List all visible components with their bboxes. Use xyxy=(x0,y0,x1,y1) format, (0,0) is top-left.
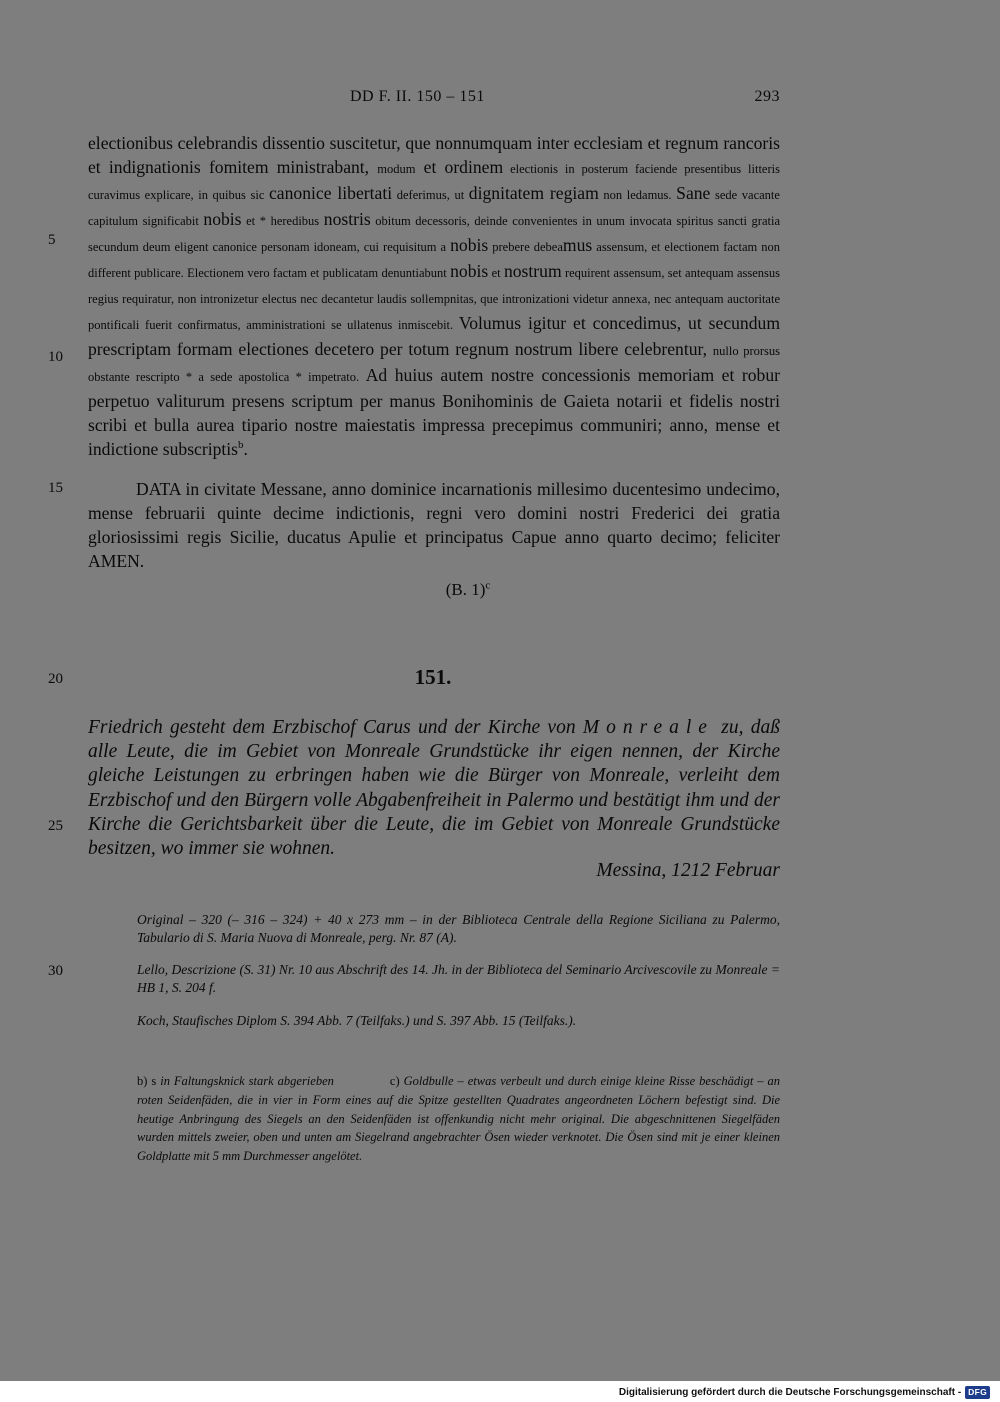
text-span: nostrum xyxy=(503,261,562,281)
footnote-text: in Faltungsknick stark abgerieben xyxy=(156,1074,334,1088)
line-number: 20 xyxy=(48,671,63,687)
charter-text-continuation xyxy=(88,131,780,461)
text-span: nostris xyxy=(323,209,371,229)
text-span: canonice libertati xyxy=(269,183,393,203)
running-header xyxy=(350,88,780,110)
text-span: sede vacante capitulum significabit xyxy=(88,188,780,228)
charter-paragraph xyxy=(88,131,780,461)
text-span: requirent assensum, set antequam assensus regius requiratur, non intronizetur electus nec decantetur laudis sollempnitas, que intronizationi videtur annexa, nec antequam auctoritate pontificali fuerit confirmatus, amministrationi se ullatenus inmiscebit. xyxy=(88,266,781,332)
line-number: 5 xyxy=(48,232,56,248)
credit-text: Digitalisierung gefördert durch die Deutsche Forschungsgemeinschaft - xyxy=(618,1386,962,1398)
dfg-logo: DFG xyxy=(965,1386,990,1399)
footnote-label: b) s xyxy=(137,1074,157,1088)
regest-paragraph xyxy=(88,716,780,861)
dating-clause xyxy=(88,477,780,573)
tradition-lello xyxy=(137,961,780,998)
digitization-credit xyxy=(619,1385,990,1399)
text-span: deferimus, ut xyxy=(392,188,469,202)
place-name: Monreale xyxy=(582,717,714,738)
line-number: 30 xyxy=(48,963,63,979)
line-number: 15 xyxy=(48,480,63,496)
tradition-text: Koch, Staufisches Diplom S. 394 Abb. 7 (Teilfaks.) und S. 397 Abb. 15 (Teilfaks.). xyxy=(137,1013,577,1028)
tradition-text: Lello, Descrizione (S. 31) Nr. 10 aus Abschrift des 14. Jh. in der Biblioteca del Seminario Arcivescovile zu Monreale = HB 1, S. 204 f. xyxy=(137,962,780,996)
text-span: mus xyxy=(562,235,593,255)
text-span: et xyxy=(488,266,504,280)
text-span: Friedrich gesteht dem Erzbischof Carus und der Kirche von xyxy=(88,717,583,738)
running-title: DD F. II. 150 – 151 xyxy=(350,88,485,105)
text-span: ordinem xyxy=(444,157,504,177)
text-span: assensum, et electionem factam non different publicare. Electionem vero factam et publicatam denuntiabunt xyxy=(88,240,780,280)
text-span: et * heredibus xyxy=(241,214,324,228)
line-number: 25 xyxy=(48,818,63,834)
text-span: . xyxy=(243,439,248,459)
dateline: Messina, 1212 Februar xyxy=(596,860,780,881)
text-span: obitum decessoris, deinde convenientes in unum invocata spiritus sancti gratia secundum deum eligent canonice personam idoneam, cui requisitum a xyxy=(88,214,780,254)
text-span: modum xyxy=(377,162,416,176)
footnote-label: c) xyxy=(389,1074,400,1088)
tradition-original xyxy=(137,911,780,948)
text-span: Volumus igitur et concedimus, ut secundum prescriptam formam electiones decetero per totum regnum nostrum libere celebrentur, xyxy=(88,313,781,359)
dating-paragraph: DATA in civitate Messane, anno dominice incarnationis millesimo ducentesimo undecimo, mense februarii quinte decime indictionis, regni vero domini nostri Frederici dei gratia gloriosissimi regis Sicilie, ducatus Apulie et principatus Capue anno quarto decimo; feliciter AMEN. xyxy=(88,479,780,571)
text-span: nullo prorsus obstante rescripto * a sede apostolica * impetrato. xyxy=(88,344,780,384)
text-span: et xyxy=(415,157,445,177)
text-span: nobis xyxy=(450,261,489,281)
tradition-koch xyxy=(137,1012,780,1030)
text-span: Ad huius autem nostre concessionis memoriam et robur perpetuo valiturum presens scriptum per manus Bonihominis de Gaieta notarii et fidelis nostri scribi et bulla aurea tipario nostre maiestatis impressa precepimus communiri; anno, mense et indictione subscriptis xyxy=(88,365,780,459)
footnote-ref: c xyxy=(485,579,491,592)
text-span: non ledamus. xyxy=(598,188,677,202)
document-number xyxy=(0,665,1000,690)
footnote-paragraph xyxy=(137,1072,780,1166)
text-span: prebere debea xyxy=(488,240,563,254)
siglum xyxy=(0,580,1000,600)
text-span: electionibus celebrandis dissentio suscitetur, que nonnumquam inter ecclesiam et regnum rancoris et indignationis fomitem ministrabant, xyxy=(88,133,780,177)
text-span: electionis in posterum faciende presentibus litteris curavimus explicare, in quibus sic xyxy=(88,162,780,202)
footnote-ref: b xyxy=(238,439,244,452)
siglum-text: (B. 1) xyxy=(445,580,486,599)
footnote-text: Goldbulle – etwas verbeult und durch einige kleine Risse beschädigt – an roten Seidenfäden, die in vier in Form eines auf die Spitze gestellten Quadrates angeordneten Löchern befestigt sind. Die heutige Anbringung des Siegels an den Seidenfäden ist offenkundig nicht mehr original. Die abgeschnittenen Siegelfäden wurden mittels zweier, oben und unten am Siegelrand angebrachter Ösen wieder verknotet. Die Ösen sind mit je einer kleinen Goldplatte mit 5 mm Durchmesser angelötet. xyxy=(137,1074,780,1164)
regest xyxy=(88,716,780,861)
text-span: zu, daß alle Leute, die im Gebiet von Monreale Grundstücke ihr eigen nennen, der Kirche gleiche Leistungen zu erbringen haben wie die Bürger von Monreale, verleiht dem Erzbischof und den Bürgern volle Abgabenfreiheit in Palermo und bestätigt ihm und der Kirche die Gerichtsbarkeit über die Leute, die im Gebiet von Monreale Grundstücke besitzen, wo immer sie wohnen. xyxy=(88,717,781,860)
text-span: nobis xyxy=(203,209,242,229)
page-number: 293 xyxy=(754,88,780,105)
footnotes xyxy=(137,1072,780,1166)
text-span: nobis xyxy=(450,235,489,255)
line-number: 10 xyxy=(48,349,63,365)
document-number-text: 151. xyxy=(414,665,452,689)
text-span: dignitatem regiam xyxy=(468,183,599,203)
tradition-text: Original – 320 (– 316 – 324) + 40 x 273 mm – in der Biblioteca Centrale della Regione Siciliana zu Palermo, Tabulario di S. Maria Nuova di Monreale, perg. Nr. 87 (A). xyxy=(137,912,780,946)
text-span: Sane xyxy=(676,183,711,203)
